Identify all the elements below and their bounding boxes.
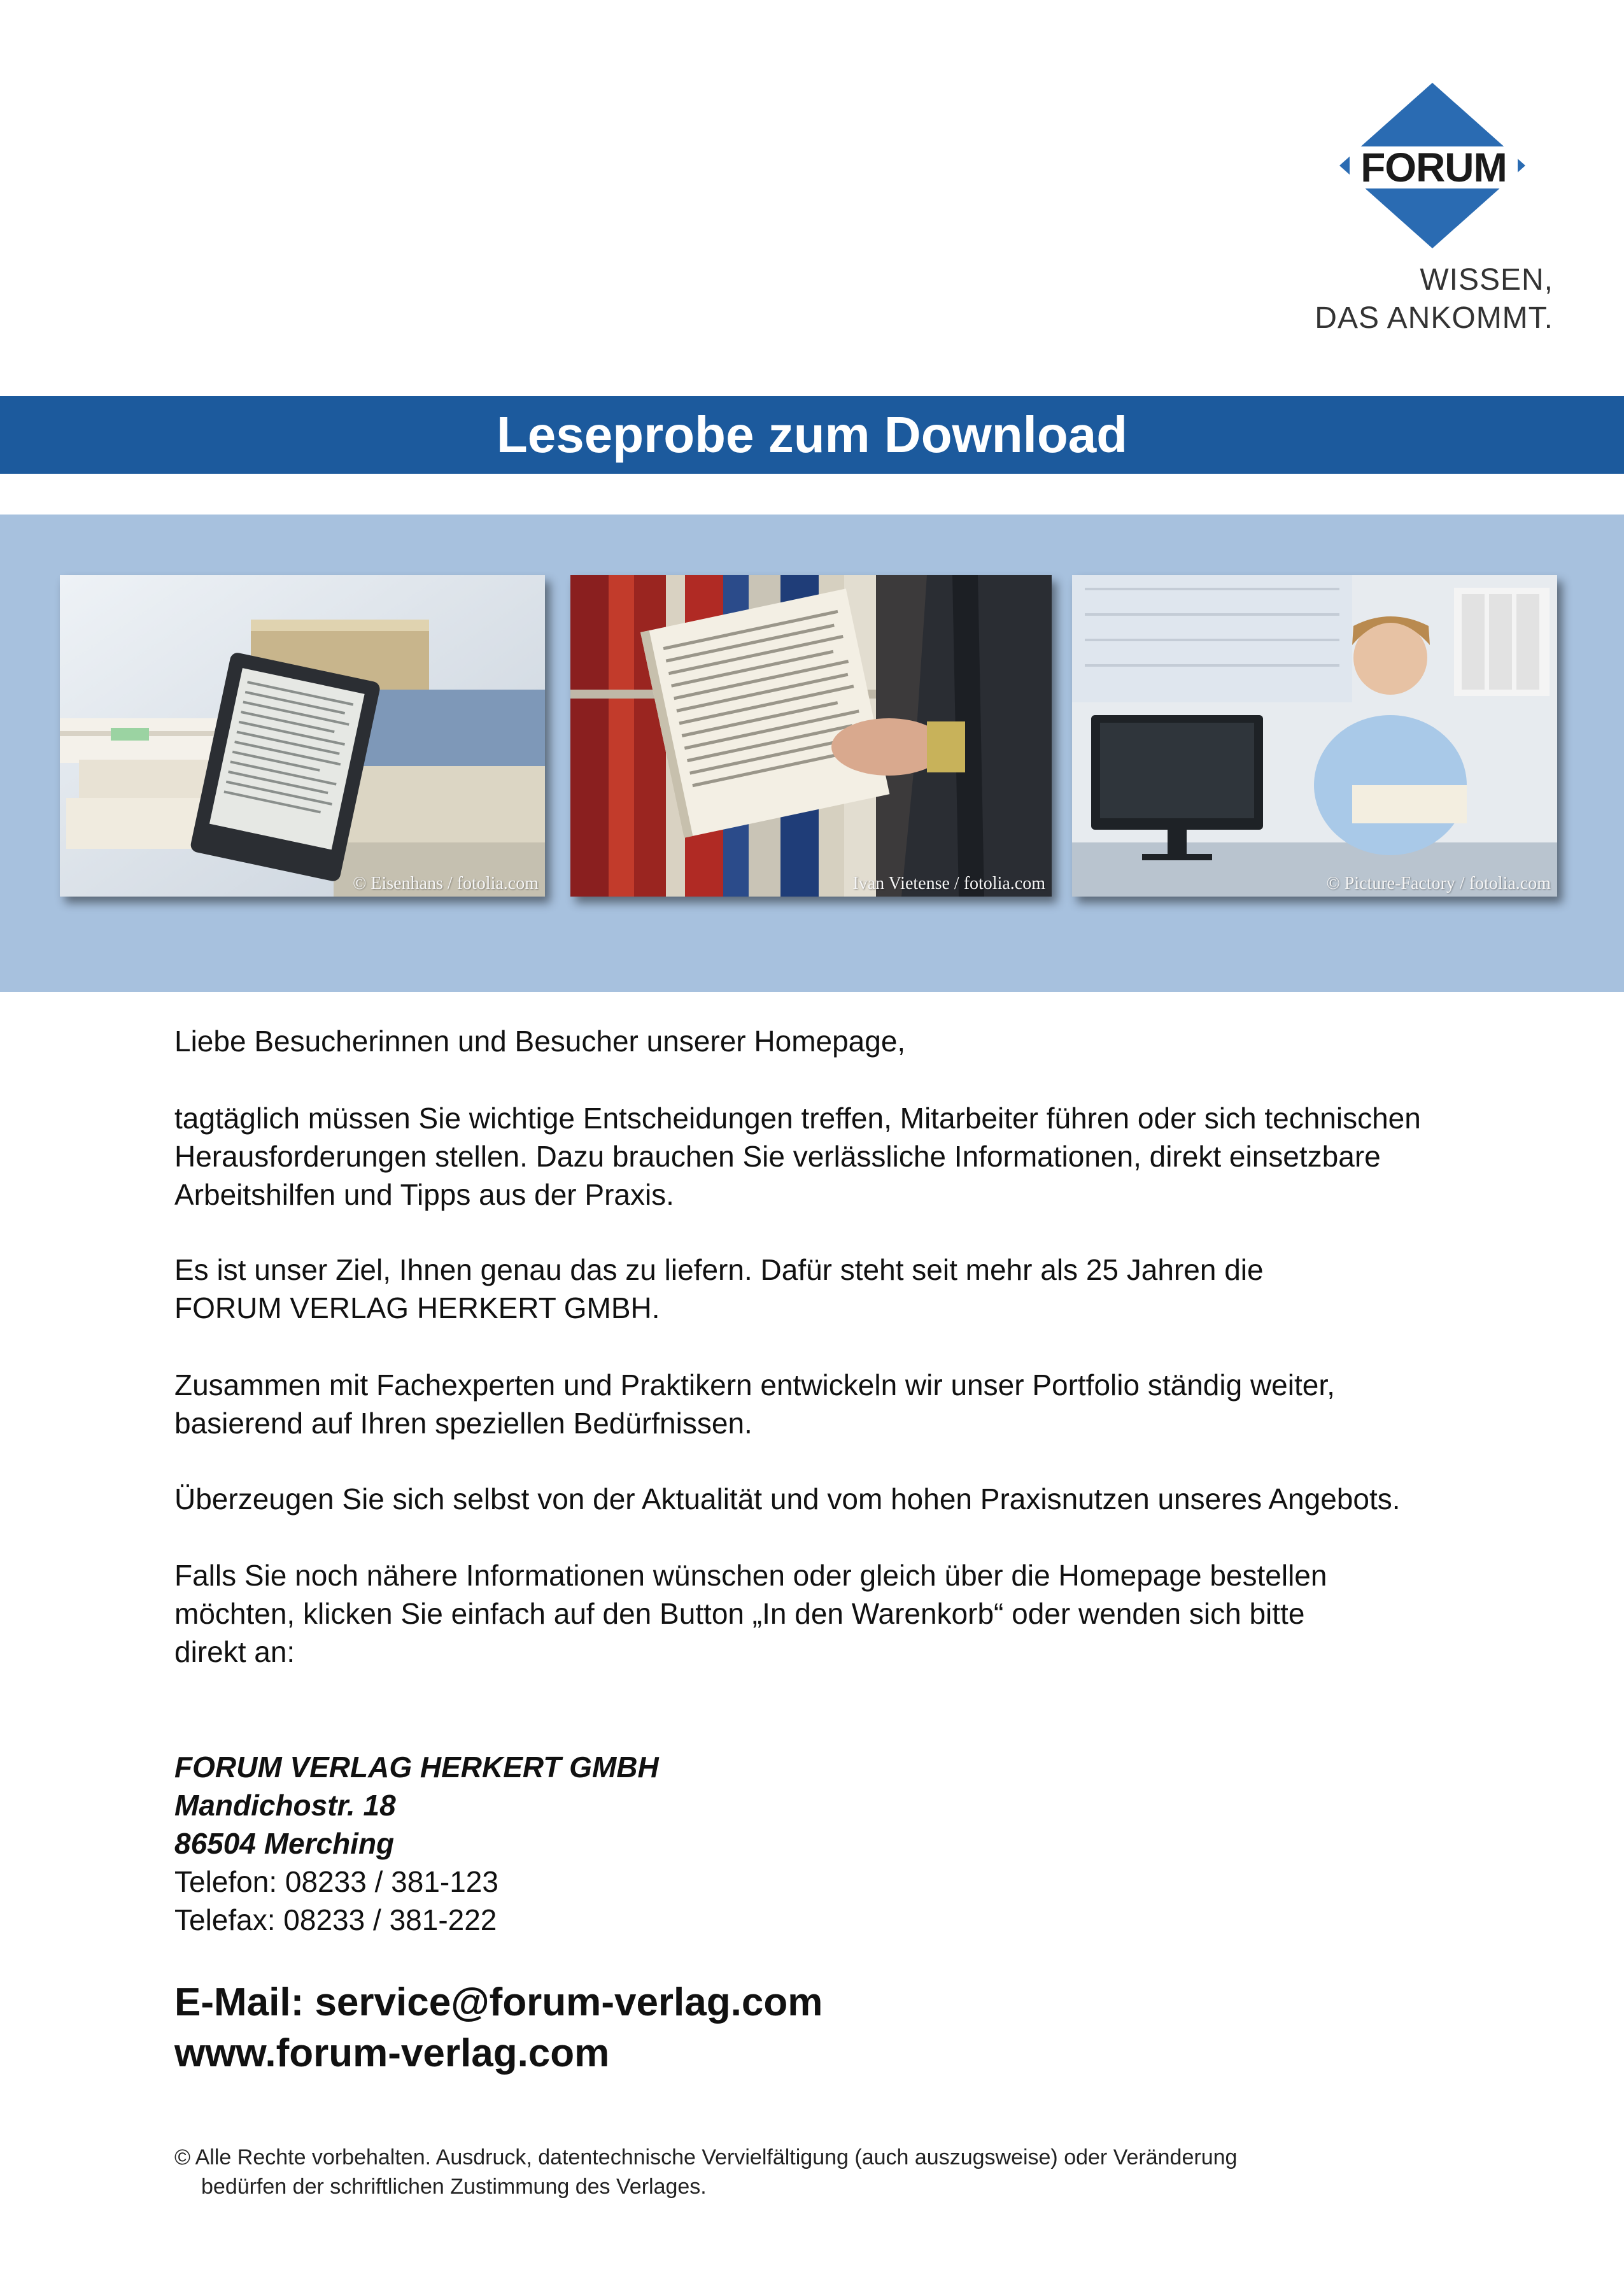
paragraph-4-line: Überzeugen Sie sich selbst von der Aktualität und vom hohen Praxisnutzen unseres Angebots. (174, 1482, 1401, 1516)
forum-logo (1311, 83, 1553, 350)
download-banner: Leseprobe zum Download (0, 396, 1624, 474)
tagline-line-1: WISSEN, (1420, 263, 1553, 297)
paragraph-2 (174, 1251, 1264, 1327)
photo-credit-3: © Picture-Factory / fotolia.com (1326, 874, 1551, 893)
photo-credit-1: © Eisenhans / fotolia.com (353, 874, 539, 893)
website-link[interactable]: www.forum-verlag.com (174, 2031, 610, 2075)
paragraph-1 (174, 1099, 1421, 1214)
paragraph-3 (174, 1366, 1335, 1442)
paragraph-1-line: Arbeitshilfen und Tipps aus der Praxis. (174, 1178, 674, 1211)
logo-word: FORUM (1350, 146, 1518, 188)
paragraph-3-line: Zusammen mit Fachexperten und Praktikern entwickeln wir unser Portfolio ständig weiter, (174, 1368, 1335, 1402)
address-block (174, 1748, 659, 1939)
paragraph-4 (174, 1480, 1401, 1518)
company-name: FORUM VERLAG HERKERT GMBH (174, 1750, 659, 1784)
fax: Telefax: 08233 / 381-222 (174, 1903, 497, 1936)
photo-reading-book (570, 575, 1052, 897)
copyright-footer (174, 2143, 1237, 2201)
paragraph-2-line: Es ist unser Ziel, Ihnen genau das zu liefern. Dafür steht seit mehr als 25 Jahren die (174, 1253, 1264, 1286)
footer-line-1: © Alle Rechte vorbehalten. Ausdruck, datentechnische Vervielfältigung (auch auszugsweise) oder Veränderung (174, 2145, 1238, 2169)
paragraph-1-line: tagtäglich müssen Sie wichtige Entscheidungen treffen, Mitarbeiter führen oder sich technischen (174, 1102, 1421, 1135)
paragraph-2-line: FORUM VERLAG HERKERT GMBH. (174, 1291, 660, 1324)
tagline-line-2: DAS ANKOMMT. (1315, 301, 1553, 335)
photo-credit-2: Ivan Vietense / fotolia.com (852, 874, 1045, 893)
paragraph-5 (174, 1556, 1327, 1671)
street: Mandichostr. 18 (174, 1789, 396, 1822)
photo-office-woman (1072, 575, 1557, 897)
paragraph-1-line: Herausforderungen stellen. Dazu brauchen Sie verlässliche Informationen, direkt einsetzbare (174, 1140, 1381, 1173)
paragraph-3-line: basierend auf Ihren speziellen Bedürfnissen. (174, 1407, 752, 1440)
paragraph-5-line: Falls Sie noch nähere Informationen wünschen oder gleich über die Homepage bestellen (174, 1559, 1327, 1592)
phone: Telefon: 08233 / 381-123 (174, 1865, 498, 1898)
greeting: Liebe Besucherinnen und Besucher unserer Homepage, (174, 1025, 906, 1058)
email-link[interactable]: E-Mail: service@forum-verlag.com (174, 1980, 823, 2024)
photo-strip (0, 515, 1624, 992)
photo-ebook-reader (60, 575, 545, 897)
city: 86504 Merching (174, 1827, 395, 1860)
contact-block (174, 1977, 823, 2079)
footer-line-2: bedürfen der schriftlichen Zustimmung des Verlages. (201, 2175, 707, 2199)
paragraph-5-line: möchten, klicken Sie einfach auf den Button „In den Warenkorb“ oder wenden sich bitte (174, 1597, 1305, 1630)
logo-tagline (1315, 261, 1553, 337)
paragraph-5-line: direkt an: (174, 1635, 295, 1668)
